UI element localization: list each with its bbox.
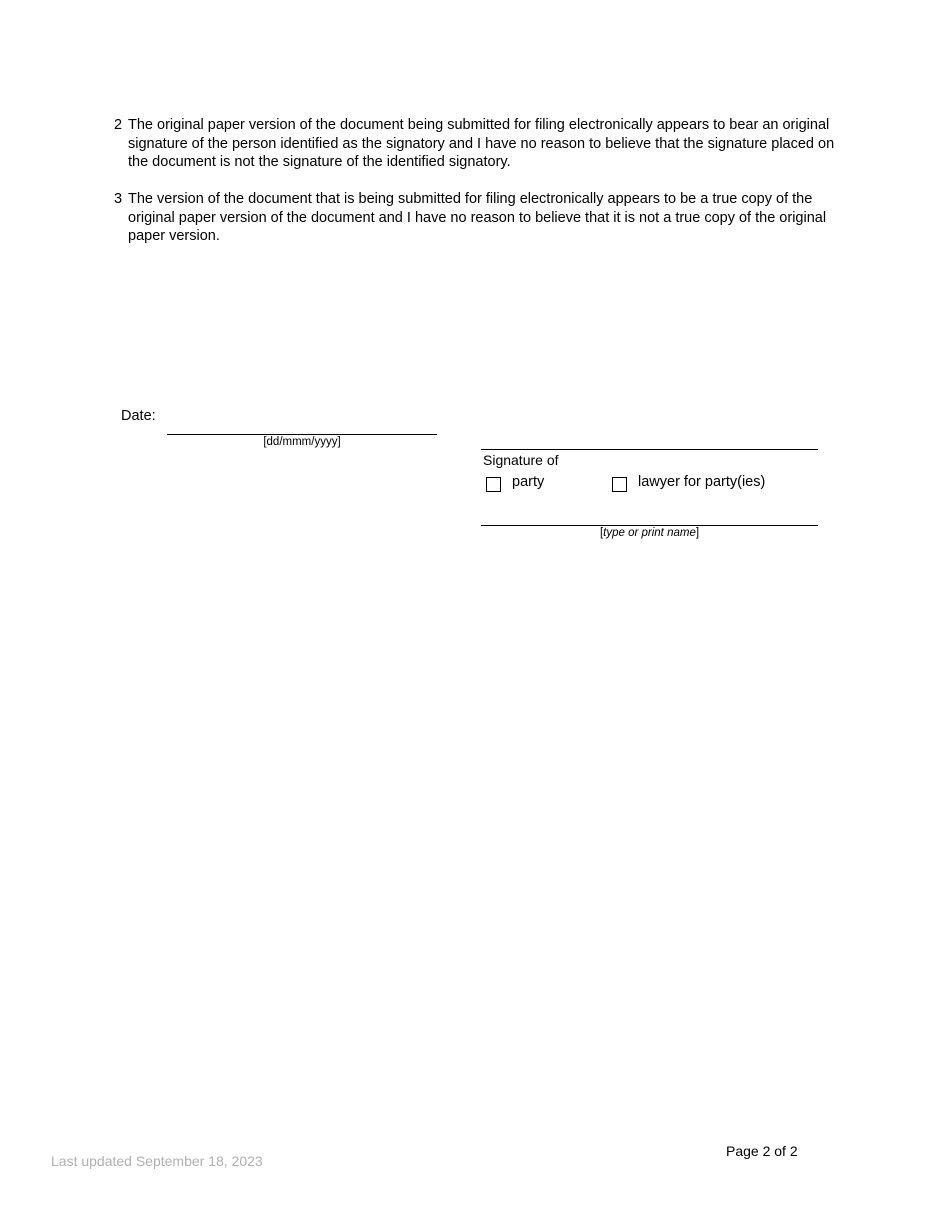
lawyer-checkbox-label: lawyer for party(ies) xyxy=(638,474,766,490)
paragraph-text: The original paper version of the document being submitted for filing electronically appears to bear an original signature of the person identified as the signatory and I have no reason to believe that the signature placed on the document is not the signature of the identified signatory. xyxy=(128,117,835,170)
paragraph-text: The version of the document that is being submitted for filing electronically appears to be a true copy of the original paper version of the document and I have no reason to believe that it is not a true copy of the original paper version. xyxy=(128,191,827,244)
paragraph-2 xyxy=(114,116,836,172)
date-field-line[interactable] xyxy=(167,434,437,435)
date-label: Date: xyxy=(121,408,156,424)
name-hint-text: type or print name xyxy=(603,527,696,539)
party-checkbox-label: party xyxy=(512,474,545,490)
name-hint xyxy=(481,527,818,539)
date-format-hint: [dd/mmm/yyyy] xyxy=(263,436,341,448)
lawyer-checkbox[interactable] xyxy=(612,477,627,492)
signature-label: Signature of xyxy=(483,452,559,468)
signature-line[interactable] xyxy=(481,449,818,450)
name-hint-bracket-open: [ xyxy=(599,527,604,539)
last-updated: Last updated September 18, 2023 xyxy=(51,1153,263,1169)
page-number: Page 2 of 2 xyxy=(726,1143,798,1159)
party-checkbox[interactable] xyxy=(486,477,501,492)
paragraph-3 xyxy=(114,190,836,246)
name-hint-bracket-close: ] xyxy=(695,527,700,539)
paragraph-number: 3 xyxy=(114,191,123,207)
paragraph-number: 2 xyxy=(114,117,123,133)
name-field-line[interactable] xyxy=(481,525,818,526)
